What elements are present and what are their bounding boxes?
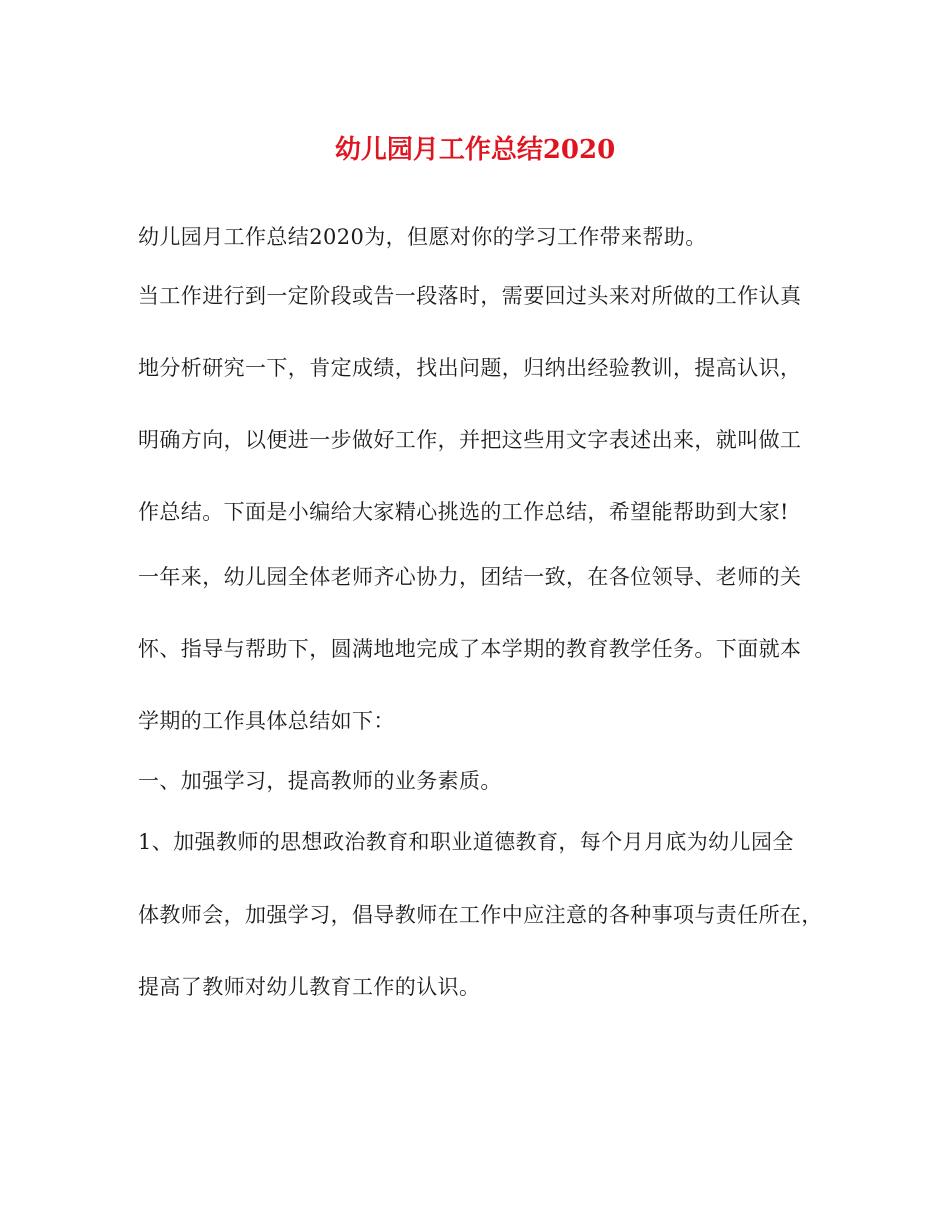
paragraph-line: 明确方向，以便进一步做好工作，并把这些用文字表述出来，就叫做工 <box>138 428 802 452</box>
section-heading: 一、加强学习，提高教师的业务素质。 <box>138 769 502 793</box>
paragraph-line: 体教师会，加强学习，倡导教师在工作中应注意的各种事项与责任所在， <box>138 903 823 927</box>
paragraph-line: 当工作进行到一定阶段或告一段落时，需要回过头来对所做的工作认真 <box>138 284 802 308</box>
paragraph-line: 作总结。下面是小编给大家精心挑选的工作总结，希望能帮助到大家! <box>138 500 789 524</box>
intro-line: 幼儿园月工作总结2020为，但愿对你的学习工作带来帮助。 <box>138 225 707 249</box>
paragraph-line: 提高了教师对幼儿教育工作的认识。 <box>138 975 481 999</box>
paragraph-line: 地分析研究一下，肯定成绩，找出问题，归纳出经验教训，提高认识， <box>138 356 802 380</box>
paragraph-line: 怀、指导与帮助下，圆满地地完成了本学期的教育教学任务。下面就本 <box>138 637 802 661</box>
paragraph-line: 学期的工作具体总结如下： <box>138 709 395 733</box>
paragraph-line: 1、加强教师的思想政治教育和职业道德教育，每个月月底为幼儿园全 <box>138 830 794 854</box>
document-title: 幼儿园月工作总结2020 <box>334 135 616 165</box>
paragraph-line: 一年来，幼儿园全体老师齐心协力，团结一致，在各位领导、老师的关 <box>138 565 802 589</box>
